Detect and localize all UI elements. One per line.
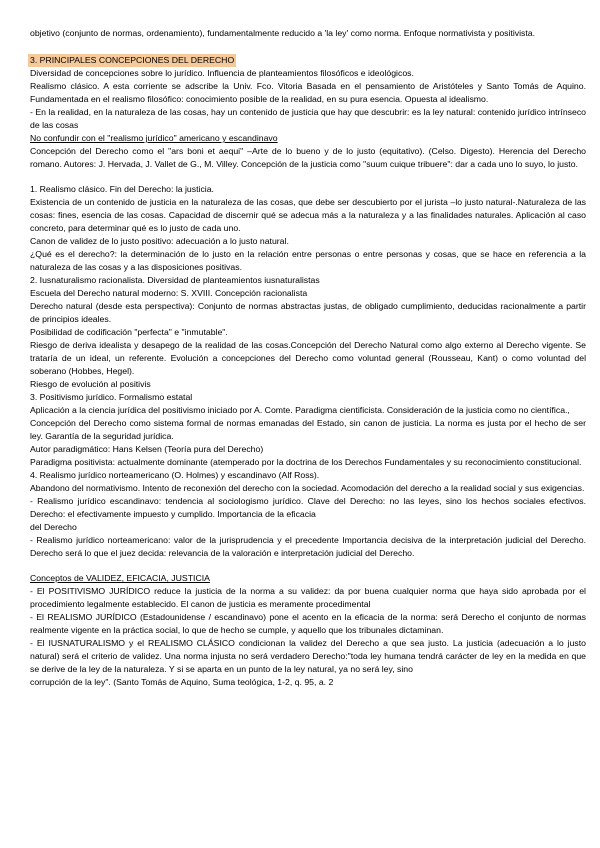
conceptos-iusnaturalismo: - El IUSNATURALISMO y el REALISMO CLÁSICO condicionan la validez del Derecho a que sea justo. La justicia (adecuación a lo justo natural) será el criterio de validez. Una norma injusta no será verdadero Derecho:"toda ley humana tendrá carácter de ley en la medida en que se derive de la ley de la naturaleza. Y si se aparta en un punto de la ley natural, ya no será ley, sino: [30, 638, 586, 674]
intro-paragraph: objetivo (conjunto de normas, ordenamiento), fundamentalmente reducido a 'la ley' como norma. Enfoque normativista y positivista.: [30, 28, 536, 38]
item-paragraph: Escuela del Derecho natural moderno: S. XVIII. Concepción racionalista: [30, 288, 308, 298]
conceptos-section: [30, 572, 586, 689]
item-paragraph: del Derecho: [30, 522, 77, 532]
section-3-line-3: - En la realidad, en la naturaleza de las cosas, hay un contenido de justicia que hay que descubrir: es la ley natural: contenido jurídico intrínseco de las cosas: [30, 107, 586, 130]
item-paragraph: Abandono del normativismo. Intento de reconexión del derecho con la sociedad. Acomodación del derecho a la realidad social y sus exigencias.: [30, 483, 585, 493]
item-paragraph: Aplicación a la ciencia jurídica del positivismo iniciado por A. Comte. Paradigma cientificista. Consideración de la justicia como no científica.,: [30, 405, 570, 415]
item-realismo-juridico-heading: 4. Realismo jurídico norteamericano (O. Holmes) y escandinavo (Alf Ross).: [30, 470, 320, 480]
item-paragraph: Paradigma positivista: actualmente dominante (atemperado por la doctrina de los Derechos Fundamentales y su reconocimiento constitucional.: [30, 457, 582, 467]
item-iusnaturalismo-heading: 2. Iusnaturalismo racionalista. Diversidad de planteamientos iusnaturalistas: [30, 275, 320, 285]
item-paragraph: ¿Qué es el derecho?: la determinación de lo justo en la relación entre personas o entre personas y cosas, que se hace en referencia a la naturaleza de las cosas y a las disposiciones positivas.: [30, 249, 586, 272]
section-3: [30, 54, 586, 171]
item-paragraph: Riesgo de evolución al positivis: [30, 379, 151, 389]
conceptos-cita: corrupción de la ley". (Santo Tomás de Aquino, Suma teológica, 1-2, q. 95, a. 2: [30, 677, 334, 687]
section-3-underlined-note: No confundir con el "realismo jurídico" americano y escandinavo: [30, 133, 278, 143]
item-positivismo-heading: 3. Positivismo jurídico. Formalismo estatal: [30, 392, 193, 402]
conceptos-positivismo: - El POSITIVISMO JURÍDICO reduce la justicia de la norma a su validez: da por buena cualquier norma que haya sido aprobada por el procedimiento legalmente establecido. El canon de justicia es meramente procedimental: [30, 586, 586, 609]
section-3-after: Concepción del Derecho como el "ars boni et aequi" –Arte de lo bueno y de lo justo (equitativo). (Celso. Digesto). Herencia del Derecho romano. Autores: J. Hervada, J. Vallet de G., M. Villey. Concepción de la justicia como "suum cuique tribuere": dar a cada uno lo suyo, lo justo.: [30, 146, 586, 169]
section-3-title: 3. PRINCIPALES CONCEPCIONES DEL DERECHO: [30, 55, 235, 65]
document-page: [30, 27, 586, 689]
section-3-line-2: Realismo clásico. A esta corriente se adscribe la Univ. Fco. Vitoria Basada en el pensamiento de Aristóteles y Santo Tomás de Aquino. Fundamentada en el realismo filosófico: conocimiento posible de la realidad, en su pura esencia. Opuesta al idealismo.: [30, 81, 586, 104]
item-paragraph: Autor paradigmático: Hans Kelsen (Teoría pura del Derecho): [30, 444, 264, 454]
item-realismo-clasico-heading: 1. Realismo clásico. Fin del Derecho: la justicia.: [30, 184, 214, 194]
concepciones-list: [30, 183, 586, 560]
item-paragraph: Concepción del Derecho como sistema formal de normas emanadas del Estado, sin canon de justicia. La norma es justa por el hecho de ser ley. Garantía de la seguridad jurídica.: [30, 418, 586, 441]
item-paragraph: Canon de validez de lo justo positivo: adecuación a lo justo natural.: [30, 236, 289, 246]
item-paragraph: Riesgo de deriva idealista y desapego de la realidad de las cosas.Concepción del Derecho Natural como algo externo al Derecho vigente. Se trataría de un ideal, un referente. Evolución a concepciones del Derecho como voluntad general (Rousseau, Kant) o como voluntad del soberano (Hobbes, Hegel).: [30, 340, 586, 376]
section-3-line-1: Diversidad de concepciones sobre lo jurídico. Influencia de planteamientos filosóficos e ideológicos.: [30, 68, 414, 78]
conceptos-title: Conceptos de VALIDEZ, EFICACIA, JUSTICIA: [30, 573, 210, 583]
item-paragraph: Derecho natural (desde esta perspectiva): Conjunto de normas abstractas justas, de obligado cumplimiento, deducidas racionalmente a partir de principios ideales.: [30, 301, 586, 324]
item-paragraph: - Realismo jurídico norteamericano: valor de la jurisprudencia y el precedente Importancia decisiva de la interpretación judicial del Derecho. Derecho será lo que el juez decida: relevancia de la valoración e interpretación judicial del Derecho.: [30, 535, 586, 558]
item-paragraph: Existencia de un contenido de justicia en la naturaleza de las cosas, que debe ser descubierto por el jurista –lo justo natural-.Naturaleza de las cosas: fines, esencia de las cosas. Capacidad de discernir qué se adecua más a la naturaleza y a las finalidades naturales. Aplicación al caso concreto, para determinar qué es lo justo de cada uno.: [30, 197, 586, 233]
item-paragraph: - Realismo jurídico escandinavo: tendencia al sociologismo jurídico. Clave del Derecho: no las leyes, sino los hechos sociales efectivos. Derecho: el efectivamente impuesto y cumplido. Importancia de la eficacia: [30, 496, 586, 519]
item-paragraph: Posibilidad de codificación "perfecta" e "inmutable".: [30, 327, 228, 337]
conceptos-realismo: - El REALISMO JURÍDICO (Estadounidense / escandinavo) pone el acento en la eficacia de la norma: será Derecho el conjunto de normas realmente vigente en la práctica social, lo que de hecho se cumple, y aquello que los tribunales dictaminan.: [30, 612, 586, 635]
